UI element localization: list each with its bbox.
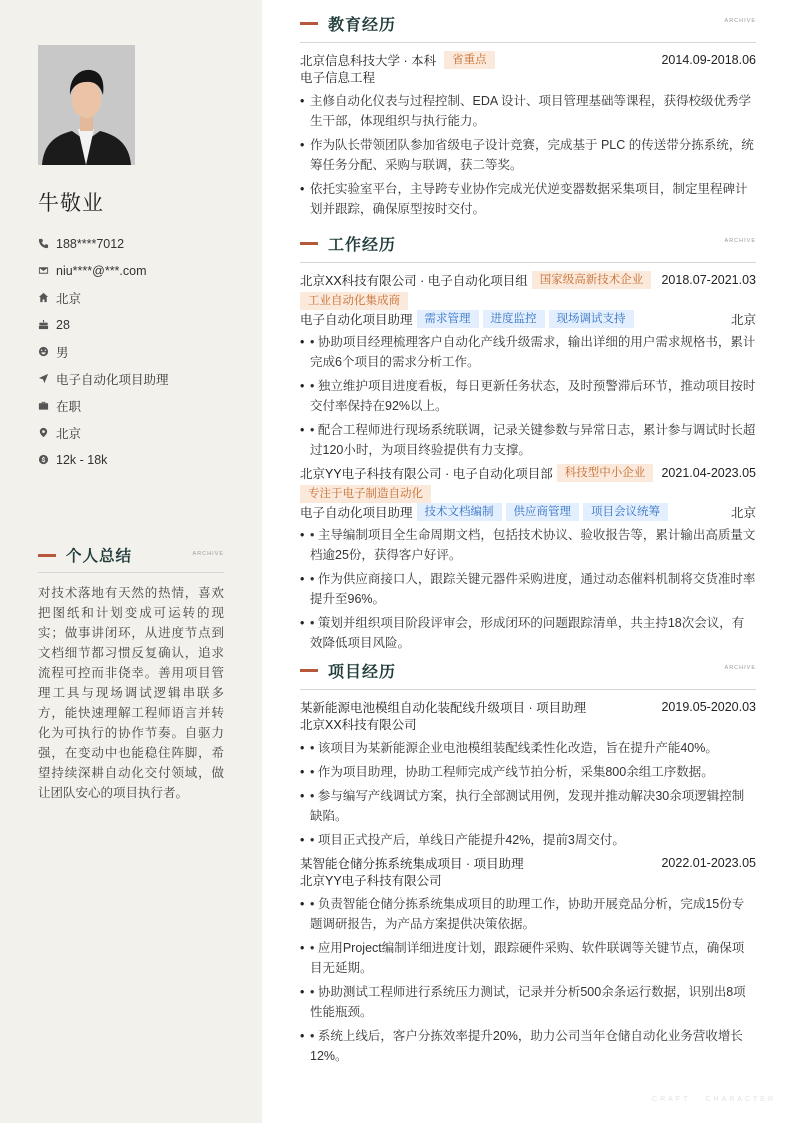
school-badge: 省重点 [444,51,495,69]
contact-info-list [38,230,238,473]
company-badge-secondary: 工业自动化集成商 [300,292,408,310]
project-name: 某新能源电池模组自动化装配线升级项目 · 项目助理 [300,701,587,715]
entry-header [300,854,756,872]
role-row [300,310,756,328]
candidate-name: 牛敬业 [38,192,104,215]
company-tagline [300,484,756,502]
list-item: • • 作为项目助理，协助工程师完成产线节拍分析，采集800余组工序数据。 [300,762,756,782]
skill-tag: 进度监控 [483,310,545,328]
list-item: • • 系统上线后，客户分拣效率提升20%，助力公司当年仓储自动化业务营收增长12%。 [300,1026,756,1066]
skill-tag: 技术文档编制 [417,503,502,521]
job-bullets [300,525,756,653]
entry-date: 2019.05-2020.03 [661,700,756,714]
mail-icon [38,265,56,276]
section-tag: ARCHIVE [724,238,756,244]
info-status [38,392,238,419]
info-home [38,284,238,311]
major: 电子信息工程 [300,71,376,85]
list-item: • 主修自动化仪表与过程控制、EDA 设计、项目管理基础等课程，获得校级优秀学生干部，体现组织与执行能力。 [300,91,756,131]
job-city: 北京 [730,506,756,520]
section-divider [38,572,224,573]
section-title: 项目经历 [328,663,397,681]
role-title: 电子自动化项目助理 [300,313,413,327]
footer-watermark: CRAFT · CHARACTER [652,1096,776,1103]
section-accent-bar [300,22,318,25]
entry-date: 2018.07-2021.03 [661,273,756,287]
info-text: 28 [56,317,70,332]
education-entry [300,51,756,219]
list-item: • • 独立维护项目进度看板，每日更新任务状态，及时预警滞后环节，推动项目按时交付率保持在92%以上。 [300,376,756,416]
info-gender [38,338,238,365]
entry-header [300,698,756,716]
home-icon [38,292,56,303]
summary-section [38,545,224,803]
job-city: 北京 [730,313,756,327]
list-item: • • 主导编制项目全生命周期文档，包括技术协议、验收报告等，累计输出高质量文档逾25份，获得客户好评。 [300,525,756,565]
send-icon [38,373,56,384]
info-text: 北京 [56,291,82,306]
info-text: niu****@***.com [56,263,147,278]
list-item: • • 参与编写产线调试方案，执行全部测试用例，发现并推动解决30余项逻辑控制缺陷。 [300,786,756,826]
project-company: 北京XX科技有限公司 [300,718,417,732]
job-bullets [300,332,756,460]
section-tag: ARCHIVE [192,551,224,557]
project-entry [300,698,756,850]
work-section [300,232,756,653]
sidebar [0,0,262,1123]
info-text: 12k - 18k [56,452,108,467]
info-text: 188****7012 [56,236,125,251]
section-divider [300,689,756,690]
briefcase-icon [38,400,56,411]
list-item: • • 配合工程师进行现场系统联调，记录关键参数与异常日志，累计参与调试时长超过120小时，为项目终验提供有力支撑。 [300,420,756,460]
location-icon [38,427,56,438]
info-location [38,419,238,446]
list-item: • • 协助测试工程师进行系统压力测试，记录并分析500余条运行数据，识别出8项性能瓶颈。 [300,982,756,1022]
section-divider [300,262,756,263]
section-divider [300,42,756,43]
section-accent-bar [300,669,318,672]
list-item: • 依托实验室平台，主导跨专业协作完成光伏逆变器数据采集项目，制定里程碑计划并跟踪，确保原型按时交付。 [300,179,756,219]
summary-text: 对技术落地有天然的热情，喜欢把图纸和计划变成可运转的现实；做事讲闭环，从进度节点到文档细节都习惯反复确认，追求流程可控而非侥幸。善用项目管理工具与现场调试逻辑串联多方，能快速理解工程师语言并转化为可执行的协作节奏。自驱力强，在变动中也能稳住阵脚，希望持续深耕自动化交付领域，做让团队安心的项目执行者。 [38,586,224,800]
project-company: 北京YY电子科技有限公司 [300,874,442,888]
company-badge: 科技型中小企业 [557,464,654,482]
list-item: • • 应用Project编制详细进度计划，跟踪硬件采购、软件联调等关键节点，确保项目无延期。 [300,938,756,978]
list-item: • • 协助项目经理梳理客户自动化产线升级需求，输出详细的用户需求规格书，累计完成6个项目的需求分析工作。 [300,332,756,372]
entry-date: 2014.09-2018.06 [661,53,756,67]
phone-icon [38,238,56,249]
skill-tag: 需求管理 [417,310,479,328]
project-entry [300,854,756,1066]
smile-icon [38,346,56,357]
company-badge-secondary: 专注于电子制造自动化 [300,485,431,503]
job-entry [300,464,756,653]
list-item: • • 作为供应商接口人，跟踪关键元器件采购进度，通过动态催料机制将交货准时率提升至96%。 [300,569,756,609]
project-name: 某智能仓储分拣系统集成项目 · 项目助理 [300,857,524,871]
company-tagline [300,291,756,309]
section-accent-bar [38,554,56,557]
role-title: 电子自动化项目助理 [300,506,413,520]
education-bullets [300,91,756,219]
entry-header [300,271,756,289]
section-tag: ARCHIVE [724,18,756,24]
section-header [300,12,756,34]
skill-tag: 项目会议统筹 [583,503,668,521]
section-title: 教育经历 [328,16,397,34]
entry-header [300,51,756,69]
education-section [300,12,756,219]
school-name: 北京信息科技大学 · 本科 [300,54,437,68]
info-email [38,257,238,284]
role-row [300,503,756,521]
section-tag: ARCHIVE [724,665,756,671]
list-item: • • 策划并组织项目阶段评审会，形成闭环的问题跟踪清单，共主持18次会议，有效降低项目风险。 [300,613,756,653]
info-phone [38,230,238,257]
job-entry [300,271,756,460]
section-header [38,545,224,565]
info-text: 在职 [56,399,82,414]
section-header [300,659,756,681]
info-text: 电子自动化项目助理 [56,372,169,387]
info-text: 北京 [56,426,82,441]
info-position [38,365,238,392]
list-item: • • 负责智能仓储分拣系统集成项目的助理工作，协助开展竞品分析，完成15份专题调研报告，为产品方案提供决策依据。 [300,894,756,934]
section-title: 工作经历 [328,236,397,254]
money-icon [38,454,56,465]
skill-tag: 现场调试支持 [549,310,634,328]
profile-photo [38,45,135,165]
project-bullets [300,894,756,1066]
info-age [38,311,238,338]
entry-header [300,464,756,482]
info-salary [38,446,238,473]
project-bullets [300,738,756,850]
company-badge: 国家级高新技术企业 [532,271,652,289]
cake-icon [38,319,56,330]
list-item: • • 项目正式投产后，单线日产能提升42%，提前3周交付。 [300,830,756,850]
company-name: 北京YY电子科技有限公司 · 电子自动化项目部 [300,467,553,481]
main-content [300,0,756,1123]
entry-date: 2022.01-2023.05 [661,856,756,870]
section-accent-bar [300,242,318,245]
section-header [300,232,756,254]
list-item: • 作为队长带领团队参加省级电子设计竞赛，完成基于 PLC 的传送带分拣系统，统筹任务分配、采购与联调，获二等奖。 [300,135,756,175]
skill-tag: 供应商管理 [506,503,580,521]
list-item: • • 该项目为某新能源企业电池模组装配线柔性化改造，旨在提升产能40%。 [300,738,756,758]
company-name: 北京XX科技有限公司 · 电子自动化项目组 [300,274,528,288]
info-text: 男 [56,345,69,360]
section-title: 个人总结 [66,548,133,565]
projects-section [300,659,756,1066]
entry-date: 2021.04-2023.05 [661,466,756,480]
